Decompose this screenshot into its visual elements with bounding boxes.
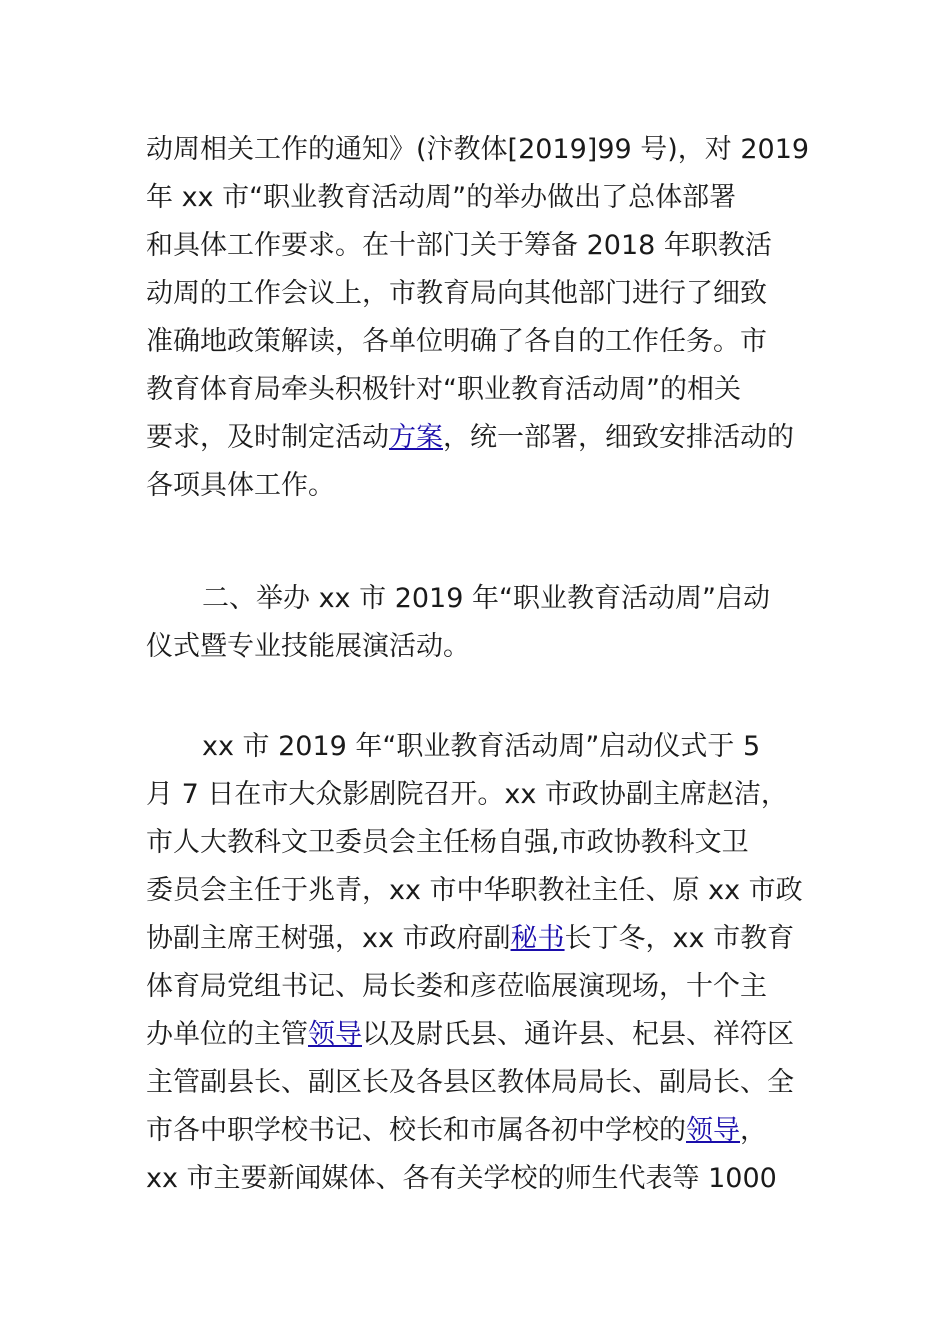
text-line [146,1107,803,1155]
text-line: 各项具体工作。 [146,470,335,501]
text-segment: 长丁冬，xx 市教育 [564,923,795,954]
text-segment: ，统一部署，细致安排活动的 [443,422,794,453]
text-segment: ， [740,1115,767,1146]
paragraph-notice-deployment [146,126,809,510]
link-mishu[interactable]: 秘书 [510,923,565,954]
text-line: xx 市主要新闻媒体、各有关学校的师生代表等 1000 [146,1163,777,1194]
text-line: 仪式暨专业技能展演活动。 [146,631,470,662]
text-line: 教育体育局牵头积极针对“职业教育活动周”的相关 [146,374,741,405]
text-line: 体育局党组书记、局长娄和彦莅临展演现场，十个主 [146,971,767,1002]
text-line: 动周相关工作的通知》(汴教体[2019]99 号)，对 2019 [146,134,810,165]
text-segment: 要求，及时制定活动 [146,422,389,453]
text-line [146,1011,803,1059]
text-line: 主管副县长、副区长及各县区教体局局长、副局长、全 [146,1067,794,1098]
text-segment: 市各中职学校书记、校长和市属各初中学校的 [146,1115,686,1146]
text-line: 准确地政策解读，各单位明确了各自的工作任务。市 [146,326,767,357]
paragraph-launch-ceremony [146,723,803,1203]
text-segment: 办单位的主管 [146,1019,308,1050]
text-segment: 协副主席王树强，xx 市政府副 [146,923,511,954]
text-line: 月 7 日在市大众影剧院召开。xx 市政协副主席赵洁， [146,779,788,810]
text-line [146,915,803,963]
text-line: 委员会主任于兆青，xx 市中华职教社主任、原 xx 市政 [146,875,803,906]
text-line: 二、举办 xx 市 2019 年“职业教育活动周”启动 [202,583,770,614]
text-line: xx 市 2019 年“职业教育活动周”启动仪式于 5 [202,731,761,762]
text-line: 市人大教科文卫委员会主任杨自强,市政协教科文卫 [146,827,749,858]
text-line [146,414,809,462]
link-lingdao-2[interactable]: 领导 [686,1115,740,1146]
text-line: 年 xx 市“职业教育活动周”的举办做出了总体部署 [146,182,737,213]
section-heading-two [146,575,770,671]
link-fangan[interactable]: 方案 [389,422,443,453]
text-segment: 以及尉氏县、通许县、杞县、祥符区 [362,1019,794,1050]
link-lingdao[interactable]: 领导 [308,1019,362,1050]
text-line: 和具体工作要求。在十部门关于筹备 2018 年职教活 [146,230,772,261]
text-line: 动周的工作会议上，市教育局向其他部门进行了细致 [146,278,767,309]
